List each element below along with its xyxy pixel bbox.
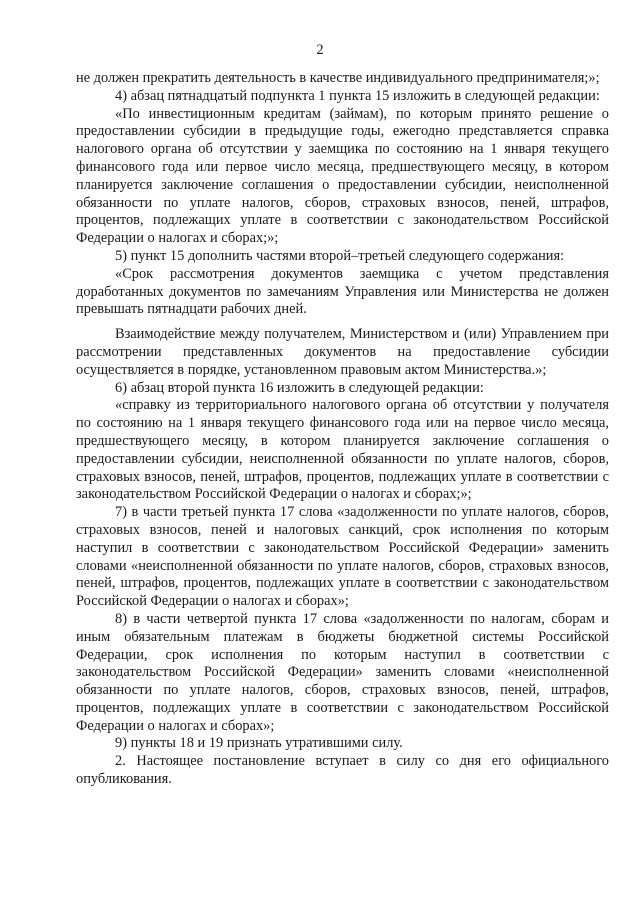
paragraph-6: Взаимодействие между получателем, Министерством и (или) Управлением при рассмотрении представленных документов на предоставление субсидии осуществляется в порядке, установленном правовым актом Министерства.»;	[76, 326, 609, 378]
paragraph-10: 8) в части четвертой пункта 17 слова «задолженности по налогам, сборам и иным обязательным платежам в бюджеты бюджетной системы Российской Федерации, срок исполнения по которым наступил в соответствии с законодательством Российской Федерации» заменить словами «неисполненной обязанности по уплате налогов, сборов, страховых взносов, пеней, штрафов, процентов, подлежащих уплате в соответствии с законодательством Российской Федерации о налогах и сборах»;	[76, 610, 609, 734]
paragraph-1: не должен прекратить деятельность в качестве индивидуального предпринимателя;»;	[76, 70, 600, 86]
paragraph-11: 9) пункты 18 и 19 признать утратившими силу.	[115, 735, 403, 752]
paragraph-5: «Срок рассмотрения документов заемщика с учетом представления доработанных документов по замечаниям Управления или Министерства не должен превышать пятнадцати рабочих дней.	[76, 265, 609, 318]
paragraph-9: 7) в части третьей пункта 17 слова «задолженности по уплате налогов, сборов, страховых взносов, пеней и налоговых санкций, срок исполнения по которым наступил в соответствии с законодательством Российской Федерации» заменить словами «неисполненной обязанности по уплате налогов, сборов, страховых взносов, пеней, штрафов, процентов, подлежащих уплате в соответствии с законодательством Российской Федерации о налогах и сборах»;	[76, 504, 609, 610]
document-body	[76, 70, 609, 789]
paragraph-7: 6) абзац второй пункта 16 изложить в следующей редакции:	[115, 379, 484, 396]
page-number: 2	[316, 42, 324, 58]
paragraph-4: 5) пункт 15 дополнить частями второй–третьей следующего содержания:	[115, 247, 565, 264]
paragraph-8: «справку из территориального налогового органа об отсутствии у получателя по состоянию на 1 января текущего финансового года или на первое число месяца, предшествующего месяцу, в котором планируется заключение соглашения о предоставлении субсидии, неисполненной обязанности по уплате налогов, сборов, страховых взносов, пеней, штрафов, процентов, подлежащих уплате в соответствии с законодательством Российской Федерации о налогах и сборах;»;	[76, 397, 609, 503]
paragraph-12: 2. Настоящее постановление вступает в силу со дня его официального опубликования.	[76, 753, 609, 788]
paragraph-2: 4) абзац пятнадцатый подпункта 1 пункта 15 изложить в следующей редакции:	[115, 87, 600, 104]
paragraph-3: «По инвестиционным кредитам (займам), по которым принято решение о предоставлении субсидии в предыдущие годы, ежегодно представляется справка налогового органа об отсутствии у заемщика по состоянию на 1 января текущего финансового года или первое число месяца, предшествующего месяцу, в котором планируется заключение соглашения о предоставлении субсидии, неисполненной обязанности по уплате налогов, сборов, страховых взносов, пеней, штрафов, процентов, подлежащих уплате в соответствии с законодательством Российской Федерации о налогах и сборах;»;	[76, 105, 609, 247]
